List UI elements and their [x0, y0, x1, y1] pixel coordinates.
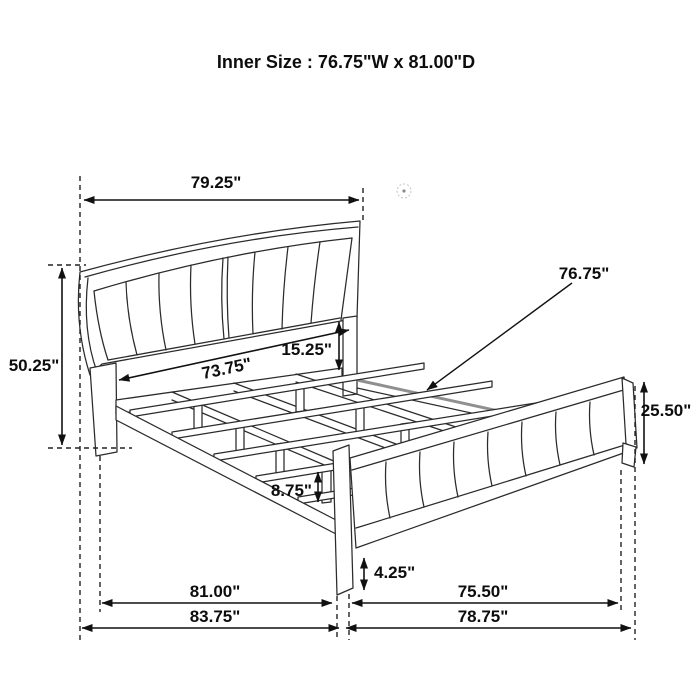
dim-footboard-leg-height	[364, 558, 415, 590]
page-title: Inner Size : 76.75"W x 81.00"D	[216, 52, 476, 72]
headboard-left-leg	[90, 363, 117, 456]
dim-overall-depth	[82, 607, 339, 628]
dim-label-footboard-height: 25.50"	[640, 401, 692, 420]
dim-label-footboard-overall-width: 78.75"	[457, 607, 509, 626]
footboard-left-post	[333, 445, 353, 595]
dim-label-gap-height: 15.25"	[281, 340, 332, 359]
stray-mark	[397, 184, 411, 198]
dim-label-inner-depth: 81.00"	[189, 582, 241, 601]
dim-label-slat-inner-width: 76.75"	[558, 264, 610, 283]
dim-label-overall-depth: 83.75"	[189, 607, 241, 626]
bed-drawing	[78, 221, 637, 595]
dim-footboard-overall-width	[346, 607, 631, 628]
dim-label-footboard-leg-height: 4.25"	[374, 563, 416, 582]
dim-label-support-leg-height: 8.75"	[270, 481, 312, 500]
dim-footboard-inner-width	[352, 582, 618, 603]
dim-headboard-width	[84, 173, 359, 200]
dim-footboard-height	[641, 382, 692, 464]
dim-slat-inner-width	[427, 264, 609, 390]
dim-label-footboard-inner-width: 75.50"	[457, 582, 509, 601]
dim-headboard-height	[9, 268, 62, 445]
dim-label-headboard-inner-width: 73.75"	[199, 353, 254, 384]
headboard-right-post	[343, 316, 357, 396]
dim-inner-depth	[102, 582, 332, 603]
footboard-right-leg	[622, 443, 636, 467]
dim-label-headboard-width: 79.25"	[190, 173, 242, 192]
dim-label-headboard-height: 50.25"	[8, 356, 60, 375]
